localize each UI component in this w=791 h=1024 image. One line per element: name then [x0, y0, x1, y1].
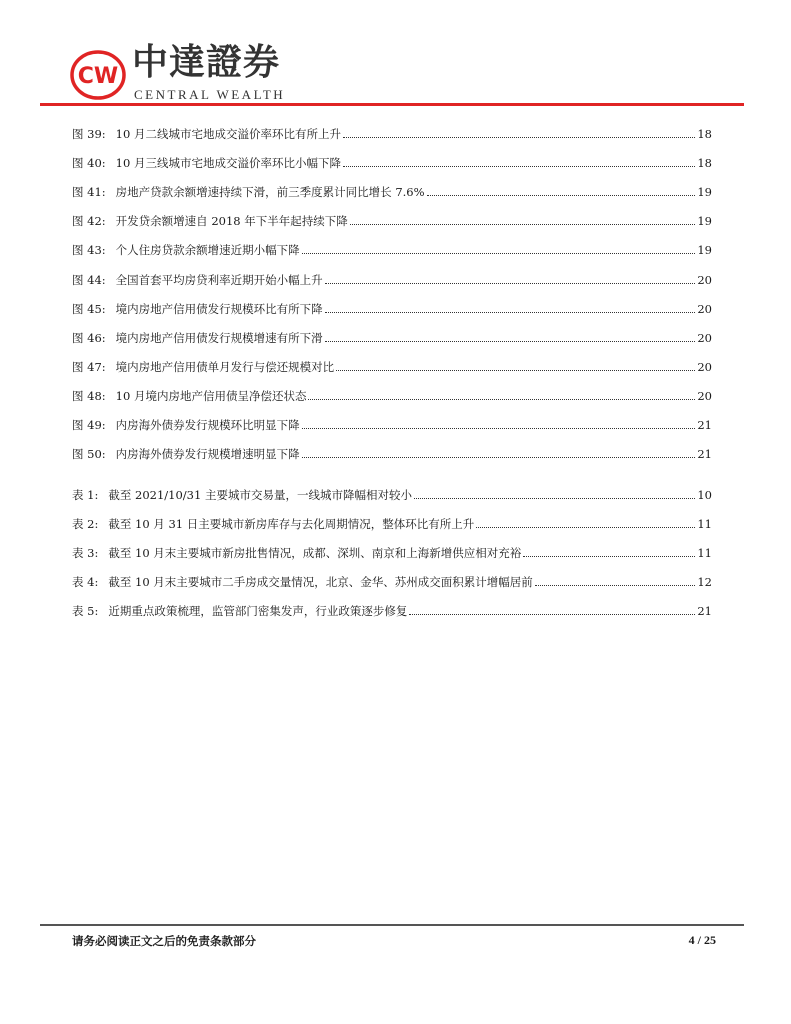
entry-label: 表 1:: [72, 488, 99, 502]
entry-title: 个人住房贷款余额增速近期小幅下降: [115, 243, 300, 258]
header-divider: [40, 103, 744, 106]
entry-page: 12: [697, 575, 712, 589]
cw-logo-icon: [70, 50, 126, 100]
dot-leader: [302, 252, 696, 254]
dot-leader: [325, 311, 696, 313]
page-header: [0, 0, 791, 108]
dot-leader: [325, 282, 696, 284]
figure-entry[interactable]: [72, 359, 712, 375]
page-number: 4 / 25: [688, 933, 716, 947]
entry-title: 10 月境内房地产信用债呈净偿还状态: [115, 388, 307, 403]
table-entry[interactable]: [72, 516, 712, 532]
table-entry[interactable]: [72, 603, 712, 619]
entry-page: 19: [697, 243, 712, 258]
entry-title: 10 月三线城市宅地成交溢价率环比小幅下降: [115, 156, 341, 171]
entry-label: 表 2:: [72, 517, 99, 531]
entry-title: 境内房地产信用债发行规模增速有所下滑: [115, 330, 323, 345]
figure-entry[interactable]: [72, 242, 712, 258]
figure-entry[interactable]: [72, 184, 712, 200]
entry-title: 截至 10 月末主要城市新房批售情况，成都、深圳、南京和上海新增供应相对充裕: [108, 546, 522, 560]
entry-page: 11: [697, 517, 712, 531]
entry-label: 图 43:: [72, 243, 106, 258]
table-entry[interactable]: [72, 545, 712, 561]
dot-leader: [535, 584, 696, 586]
entry-title: 近期重点政策梳理，监管部门密集发声，行业政策逐步修复: [108, 604, 408, 618]
entry-label: 表 3:: [72, 546, 99, 560]
figure-entry[interactable]: [72, 446, 712, 462]
dot-leader: [523, 555, 695, 557]
entry-label: 图 42:: [72, 214, 106, 229]
entry-title: 截至 10 月 31 日主要城市新房库存与去化周期情况，整体环比有所上升: [108, 517, 475, 531]
table-entry[interactable]: [72, 487, 712, 503]
entry-label: 表 5:: [72, 604, 99, 618]
entry-label: 图 40:: [72, 156, 106, 171]
entry-label: 图 45:: [72, 301, 106, 316]
entry-page: 10: [697, 488, 712, 502]
entry-page: 20: [697, 301, 712, 316]
entry-label: 图 39:: [72, 127, 106, 141]
figure-entry[interactable]: [72, 417, 712, 433]
figure-entry[interactable]: [72, 126, 712, 142]
entry-page: 20: [697, 330, 712, 345]
entry-label: 图 44:: [72, 272, 106, 287]
entry-page: 20: [697, 359, 712, 374]
entry-page: 21: [697, 447, 712, 462]
figure-entry[interactable]: [72, 272, 712, 288]
dot-leader: [414, 497, 695, 499]
dot-leader: [427, 194, 696, 196]
dot-leader: [308, 398, 695, 400]
entry-page: 21: [697, 418, 712, 432]
entry-title: 境内房地产信用债单月发行与偿还规模对比: [115, 359, 335, 374]
figure-entry[interactable]: [72, 155, 712, 171]
entry-page: 11: [697, 546, 712, 560]
entry-page: 19: [697, 214, 712, 229]
table-entry[interactable]: [72, 574, 712, 590]
dot-leader: [350, 223, 696, 225]
entry-title: 10 月二线城市宅地成交溢价率环比有所上升: [115, 127, 341, 141]
svg-text:CW: CW: [77, 64, 119, 89]
dot-leader: [336, 369, 695, 371]
entry-page: 20: [697, 388, 712, 403]
figure-entry[interactable]: [72, 330, 712, 346]
figure-entry[interactable]: [72, 301, 712, 317]
entry-title: 全国首套平均房贷利率近期开始小幅上升: [115, 272, 323, 287]
entry-page: 18: [697, 156, 712, 171]
dot-leader: [476, 526, 695, 528]
entry-label: 图 47:: [72, 359, 106, 374]
dot-leader: [325, 340, 696, 342]
entry-label: 图 50:: [72, 447, 106, 462]
entry-label: 图 41:: [72, 185, 106, 200]
disclaimer-note: 请务必阅读正文之后的免责条款部分: [72, 934, 256, 948]
entry-title: 境内房地产信用债发行规模环比有所下降: [115, 301, 323, 316]
figure-entry[interactable]: [72, 388, 712, 404]
footer-divider: [40, 924, 744, 926]
entry-title: 开发贷余额增速自 2018 年下半年起持续下降: [115, 214, 348, 229]
dot-leader: [343, 136, 695, 138]
entry-label: 图 49:: [72, 418, 106, 432]
entry-title: 内房海外债券发行规模增速明显下降: [115, 447, 300, 462]
entry-label: 图 48:: [72, 388, 106, 403]
entry-label: 图 46:: [72, 330, 106, 345]
entry-title: 截至 2021/10/31 主要城市交易量，一线城市降幅相对较小: [108, 488, 412, 502]
entry-title: 内房海外债券发行规模环比明显下降: [115, 418, 300, 432]
figure-entry[interactable]: [72, 213, 712, 229]
dot-leader: [302, 456, 696, 458]
entry-page: 20: [697, 272, 712, 287]
entry-page: 21: [697, 604, 712, 618]
entry-page: 18: [697, 127, 712, 141]
dot-leader: [409, 613, 695, 615]
entry-page: 19: [697, 185, 712, 200]
entry-title: 截至 10 月末主要城市二手房成交量情况，北京、金华、苏州成交面积累计增幅居前: [108, 575, 533, 589]
dot-leader: [343, 165, 695, 167]
entry-title: 房地产贷款余额增速持续下滑，前三季度累计同比增长 7.6%: [115, 185, 425, 200]
brand-name-cn: 中達證券: [132, 42, 281, 83]
dot-leader: [302, 427, 696, 429]
entry-label: 表 4:: [72, 575, 99, 589]
brand-name-en: CENTRAL WEALTH: [134, 87, 286, 102]
